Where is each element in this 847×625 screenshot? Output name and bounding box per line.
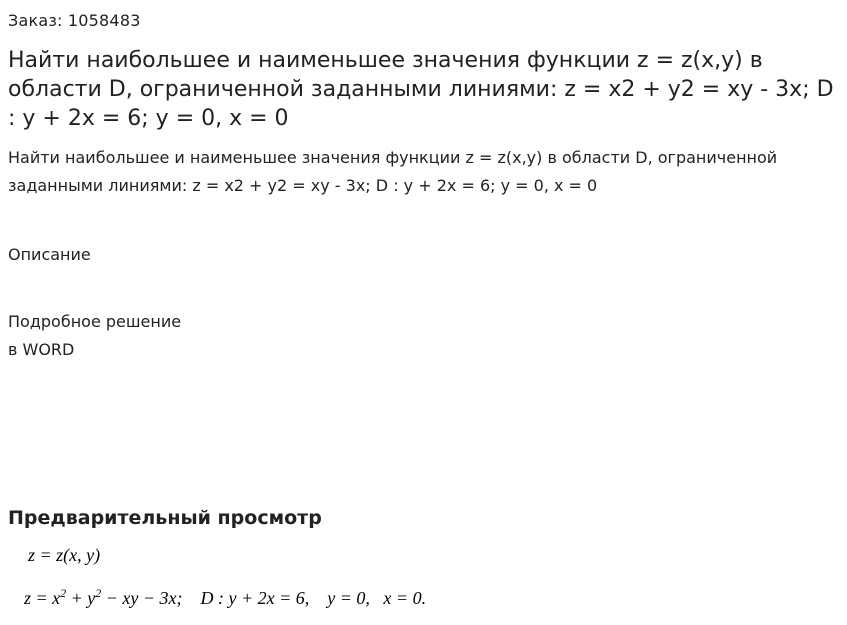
formula-2-part-1: z = x [24, 588, 61, 608]
formula-2-part-3: − xy − 3x; D : y + 2x = 6, y = 0, x = 0. [101, 588, 427, 608]
preview-formula-1: z = z(x, y) [28, 545, 101, 565]
solution-line-2: в WORD [8, 340, 75, 359]
task-description: Найти наибольшее и наименьшее значения функции z = z(x,y) в области D, ограниченной заданными линиями: z = x2 + y2 = xy - 3x; D : y + 2x = 6; y = 0, x = 0 [8, 148, 778, 195]
preview-heading: Предварительный просмотр [8, 507, 322, 529]
description-label: Описание [8, 245, 91, 264]
formula-2-exponent-1: 2 [60, 586, 67, 600]
formula-2-exponent-2: 2 [95, 586, 102, 600]
order-number: Заказ: 1058483 [8, 11, 141, 30]
solution-line-1: Подробное решение [8, 312, 182, 331]
preview-formula-2 [24, 588, 426, 609]
page-title: Найти наибольшее и наименьшее значения функции z = z(x,y) в области D, ограниченной заданными линиями: z = x2 + y2 = xy - 3x; D : y + 2x = 6; y = 0, x = 0 [8, 48, 834, 131]
solution-info [8, 308, 181, 364]
formula-2-part-2: + y [66, 588, 96, 608]
